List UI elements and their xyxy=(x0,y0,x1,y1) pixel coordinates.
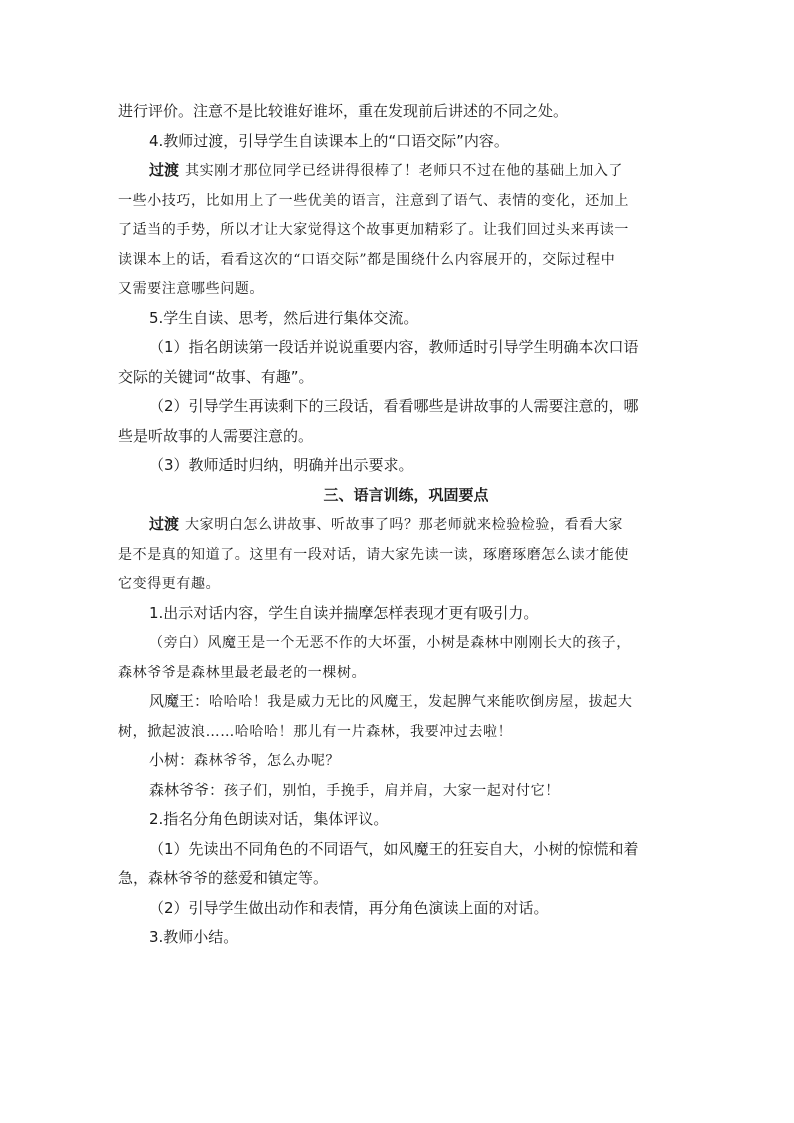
line-text: 4.教师过渡，引导学生自读课本上的“口语交际”内容。 xyxy=(149,131,509,150)
line-text: 3.教师小结。 xyxy=(149,928,239,946)
section-heading-text: 三、语言训练，巩固要点 xyxy=(323,485,489,504)
line-text: 森林爷爷是森林里最老最老的一棵树。 xyxy=(118,664,367,681)
line-text: 了适当的手势，所以才让大家觉得这个故事更加精彩了。让我们回过头来再读一 xyxy=(118,222,629,238)
quoted-text-line xyxy=(118,658,674,688)
line-text: 2.指名分角色朗读对话，集体评议。 xyxy=(149,810,389,828)
transition-label: 过渡 xyxy=(149,515,180,533)
document-body xyxy=(118,97,674,953)
dialogue-line xyxy=(118,776,674,806)
line-text: 急，森林爷爷的慈爱和镇定等。 xyxy=(118,869,329,887)
transition-text: 其实刚才那位同学已经讲得很棒了！老师只不过在他的基础上加入了 xyxy=(185,163,624,179)
quoted-text-line xyxy=(118,274,674,304)
transition-paragraph-line xyxy=(118,156,674,186)
paragraph-line xyxy=(118,333,674,363)
speaker-label: 小树： xyxy=(149,751,195,769)
line-text: 读课本上的话，看看这次的“口语交际”都是围绕什么内容展开的，交际过程中 xyxy=(118,251,616,268)
dialogue-text: 孩子们，别怕，手挽手，肩并肩，大家一起对付它！ xyxy=(224,782,560,799)
quoted-text-line xyxy=(118,717,674,747)
quoted-text-line xyxy=(118,215,674,245)
line-text: （1）先读出不同角色的不同语气，如风魔王的狂妄自大，小树的惊慌和着 xyxy=(149,839,639,858)
speaker-label: 风魔王： xyxy=(149,692,210,710)
line-text: 是不是真的知道了。这里有一段对话，请大家先读一读，琢磨琢磨怎么读才能使 xyxy=(118,546,629,563)
paragraph-line xyxy=(118,304,674,334)
quoted-text-line xyxy=(118,540,674,570)
dialogue-text: 森林爷爷，怎么办呢？ xyxy=(194,753,341,769)
line-text: 交际的关键词“故事、有趣”。 xyxy=(118,367,314,386)
paragraph-line xyxy=(118,599,674,629)
paragraph-line xyxy=(118,894,674,924)
line-text: 它变得更有趣。 xyxy=(118,576,221,592)
quoted-text-line xyxy=(118,245,674,275)
quoted-text-line xyxy=(118,186,674,216)
line-text: 又需要注意哪些问题。 xyxy=(118,281,264,297)
paragraph-line xyxy=(118,97,674,127)
speaker-label: 森林爷爷： xyxy=(149,780,225,799)
line-text: （2）引导学生再读剩下的三段话，看看哪些是讲故事的人需要注意的，哪 xyxy=(149,397,639,415)
line-text: 进行评价。注意不是比较谁好谁坏，重在发现前后讲述的不同之处。 xyxy=(118,102,569,120)
dialogue-line xyxy=(118,746,674,776)
paragraph-line xyxy=(118,422,674,452)
dialogue-line xyxy=(118,687,674,717)
paragraph-line xyxy=(118,805,674,835)
line-text: （旁白）风魔王是一个无恶不作的大坏蛋，小树是森林中刚刚长大的孩子， xyxy=(149,635,631,651)
paragraph-line xyxy=(118,451,674,481)
paragraph-line xyxy=(118,127,674,157)
line-text: 树，掀起波浪……哈哈哈！那儿有一片森林，我要冲过去啦！ xyxy=(118,723,513,740)
quoted-text-line xyxy=(118,569,674,599)
line-text: （1）指名朗读第一段话并说说重要内容，教师适时引导学生明确本次口语 xyxy=(149,338,639,356)
transition-text: 大家明白怎么讲故事、听故事了吗？那老师就来检验检验，看看大家 xyxy=(185,517,624,533)
paragraph-line xyxy=(118,835,674,865)
paragraph-line xyxy=(118,392,674,422)
section-heading xyxy=(118,481,674,511)
line-text: （3）教师适时归纳，明确并出示要求。 xyxy=(149,456,414,474)
line-text: 1.出示对话内容，学生自读并揣摩怎样表现才更有吸引力。 xyxy=(149,603,539,622)
line-text: 一些小技巧，比如用上了一些优美的语言，注意到了语气、表情的变化，还加上 xyxy=(118,192,629,209)
line-text: 些是听故事的人需要注意的。 xyxy=(118,426,314,445)
paragraph-line xyxy=(118,923,674,953)
transition-paragraph-line xyxy=(118,510,674,540)
paragraph-line xyxy=(118,864,674,894)
paragraph-line xyxy=(118,363,674,393)
line-text: 5.学生自读、思考，然后进行集体交流。 xyxy=(149,308,419,327)
transition-label: 过渡 xyxy=(149,161,180,179)
quoted-text-line xyxy=(118,628,674,658)
dialogue-text: 哈哈哈！我是威力无比的风魔王，发起脾气来能吹倒房屋，拔起大 xyxy=(209,694,633,710)
line-text: （2）引导学生做出动作和表情，再分角色演读上面的对话。 xyxy=(149,898,549,917)
